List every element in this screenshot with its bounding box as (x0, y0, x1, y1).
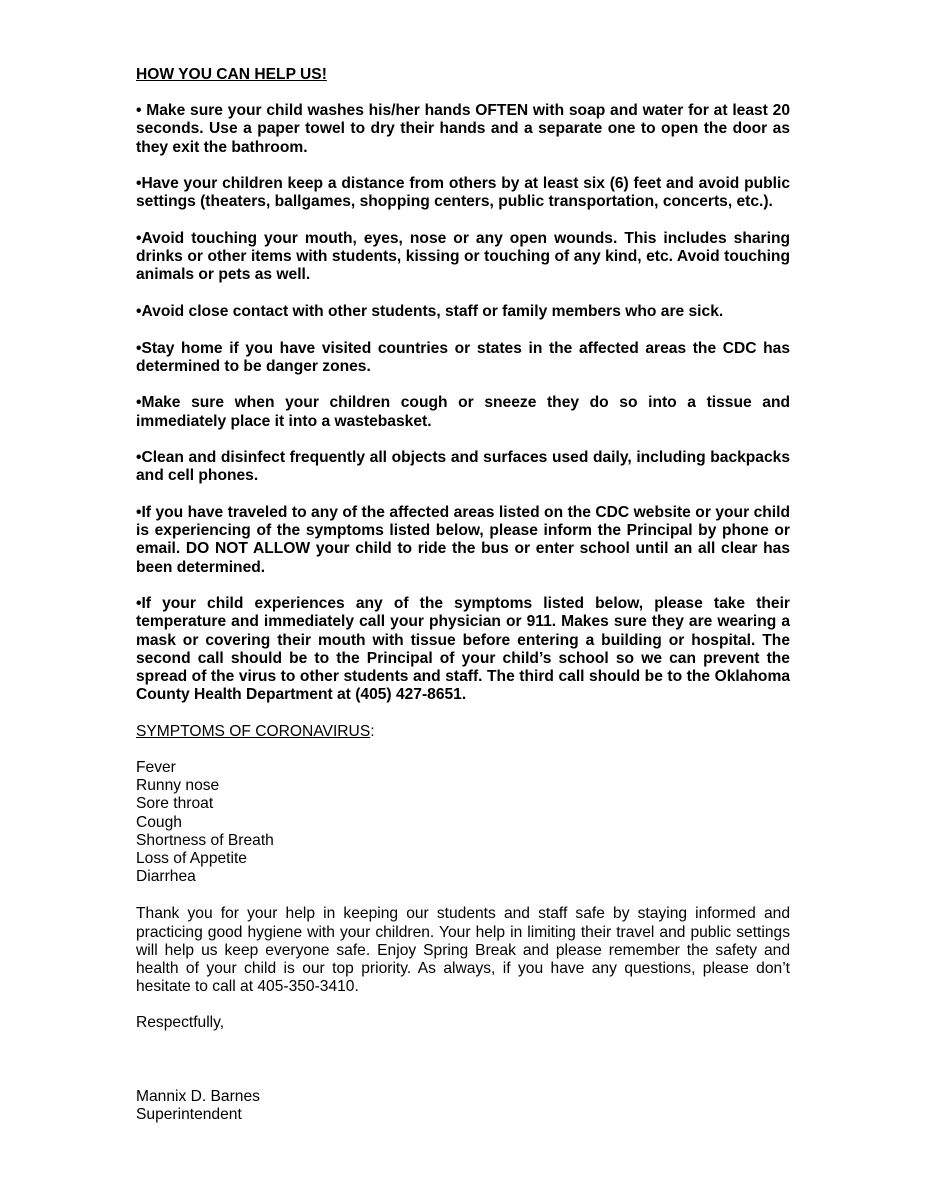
symptom-item: Shortness of Breath (136, 831, 274, 849)
symptoms-list (136, 759, 790, 886)
bullet-item: •Make sure when your children cough or sneeze they do so into a tissue and immediately place it into a wastebasket. (136, 394, 790, 430)
bullet-item: •Avoid touching your mouth, eyes, nose or any open wounds. This includes sharing drinks or other items with students, kissing or touching of any kind, etc. Avoid touching animals or pets as well. (136, 230, 790, 284)
symptom-item: Runny nose (136, 777, 220, 795)
signature-name: Mannix D. Barnes (136, 1087, 260, 1105)
page-heading: HOW YOU CAN HELP US! (136, 66, 327, 83)
bullet-item: •If your child experiences any of the symptoms listed below, please take their temperature and immediately call your physician or 911. Makes sure they are wearing a mask or covering their mouth with tissue before entering a building or hospital. The second call should be to the Principal of your child’s school so we can prevent the spread of the virus to other students and staff. The third call should be to the Oklahoma County Health Department at (405) 427-8651. (136, 595, 790, 704)
symptoms-heading-colon: : (370, 722, 375, 740)
letter-page (136, 66, 790, 1124)
symptoms-heading-text: SYMPTOMS OF CORONAVIRUS (136, 722, 371, 740)
symptom-item: Diarrhea (136, 868, 196, 886)
signature-title: Superintendent (136, 1105, 242, 1123)
symptom-item: Loss of Appetite (136, 850, 247, 868)
symptoms-heading (136, 723, 790, 741)
signoff: Respectfully, (136, 1014, 225, 1032)
bullet-item: •Have your children keep a distance from others by at least six (6) feet and avoid public settings (theaters, ballgames, shopping centers, public transportation, concerts, etc.). (136, 175, 790, 211)
bullet-item: •Clean and disinfect frequently all objects and surfaces used daily, including backpacks and cell phones. (136, 449, 790, 485)
bullet-item: •Avoid close contact with other students, staff or family members who are sick. (136, 303, 724, 320)
signature-block (136, 1088, 790, 1124)
bullet-item: • Make sure your child washes his/her hands OFTEN with soap and water for at least 20 seconds. Use a paper towel to dry their hands and a separate one to open the door as they exit the bathroom. (136, 102, 790, 156)
symptom-item: Cough (136, 813, 182, 831)
bullet-item: •If you have traveled to any of the affected areas listed on the CDC website or your child is experiencing of the symptoms listed below, please inform the Principal by phone or email. DO NOT ALLOW your child to ride the bus or enter school until an all clear has been determined. (136, 503, 790, 576)
closing-paragraph: Thank you for your help in keeping our students and staff safe by staying informed and practicing good hygiene with your children. Your help in limiting their travel and public settings will help us keep everyone safe. Enjoy Spring Break and please remember the safety and health of your child is our top priority. As always, if you have any questions, please don’t hesitate to call at 405-350-3410. (136, 905, 790, 996)
bullet-list (136, 102, 790, 704)
bullet-item: •Stay home if you have visited countries or states in the affected areas the CDC has determined to be danger zones. (136, 339, 790, 375)
symptom-item: Sore throat (136, 795, 214, 813)
symptom-item: Fever (136, 759, 176, 776)
